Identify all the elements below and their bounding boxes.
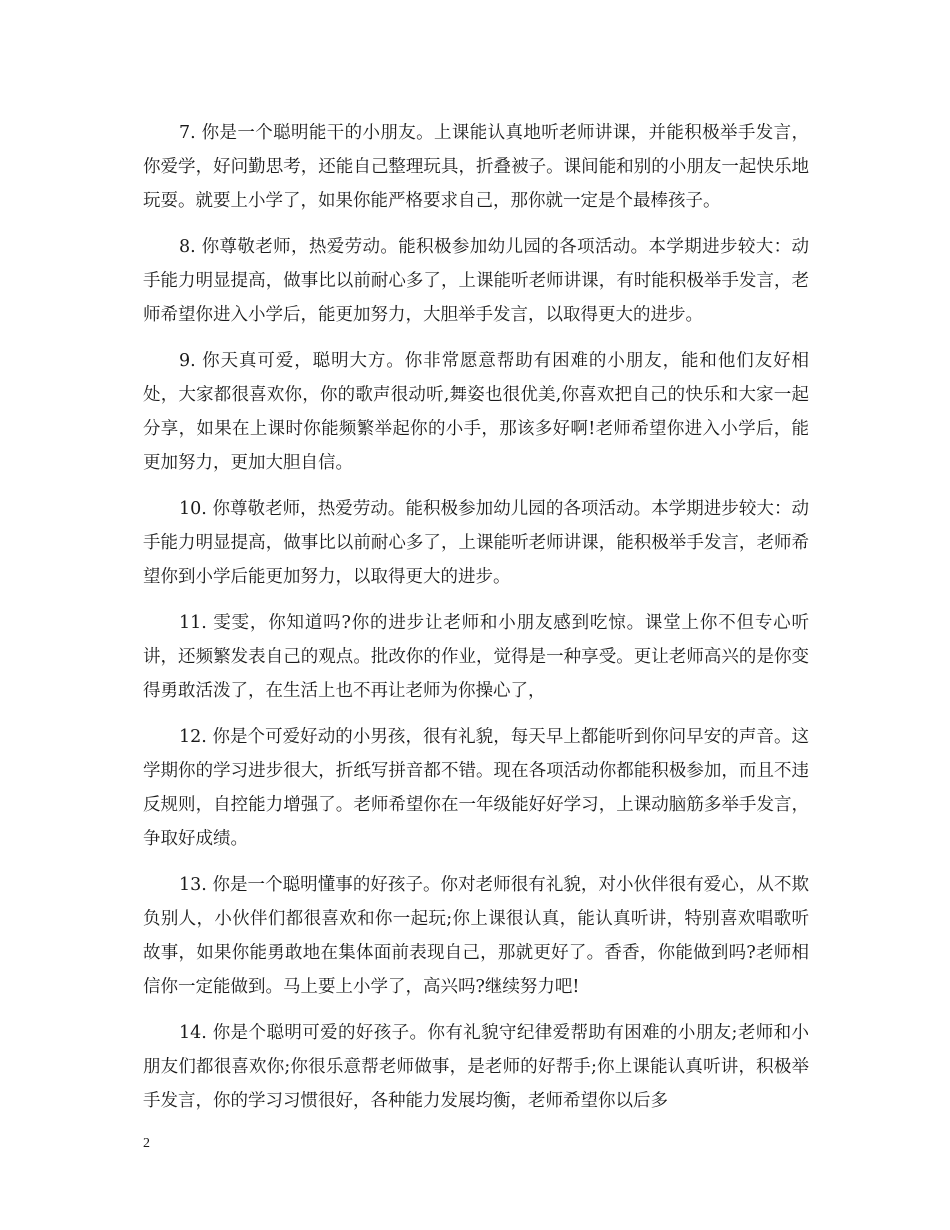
- paragraph-7: 7. 你是一个聪明能干的小朋友。上课能认真地听老师讲课，并能积极举手发言，你爱学，好问勤思考，还能自己整理玩具，折叠被子。课间能和别的小朋友一起快乐地玩耍。就要上小学了，如果你能严格要求自己，那你就一定是个最棒孩子。: [143, 123, 809, 211]
- paragraph-8: 8. 你尊敬老师，热爱劳动。能积极参加幼儿园的各项活动。本学期进步较大：动手能力明显提高，做事比以前耐心多了，上课能听老师讲课，有时能积极举手发言，老师希望你进入小学后，能更加努力，大胆举手发言，以取得更大的进步。: [143, 237, 809, 325]
- paragraph-12: 12. 你是个可爱好动的小男孩，很有礼貌，每天早上都能听到你问早安的声音。这学期你的学习进步很大，折纸写拼音都不错。现在各项活动你都能积极参加，而且不违反规则，自控能力增强了。老师希望你在一年级能好好学习，上课动脑筋多举手发言，争取好成绩。: [143, 727, 809, 849]
- paragraph-9: 9. 你天真可爱，聪明大方。你非常愿意帮助有困难的小朋友，能和他们友好相处，大家都很喜欢你，你的歌声很动听,舞姿也很优美,你喜欢把自己的快乐和大家一起分享，如果在上课时你能频繁举起你的小手，那该多好啊!老师希望你进入小学后，能更加努力，更加大胆自信。: [143, 351, 809, 473]
- page-number: 2: [143, 1136, 150, 1151]
- paragraph-14: 14. 你是个聪明可爱的好孩子。你有礼貌守纪律爱帮助有困难的小朋友;老师和小朋友们都很喜欢你;你很乐意帮老师做事，是老师的好帮手;你上课能认真听讲，积极举手发言，你的学习习惯很好，各种能力发展均衡，老师希望你以后多: [143, 1023, 809, 1111]
- paragraph-13: 13. 你是一个聪明懂事的好孩子。你对老师很有礼貌，对小伙伴很有爱心，从不欺负别人，小伙伴们都很喜欢和你一起玩;你上课很认真，能认真听讲，特别喜欢唱歌听故事，如果你能勇敢地在集体面前表现自己，那就更好了。香香，你能做到吗?老师相信你一定能做到。马上要上小学了，高兴吗?继续努力吧!: [143, 875, 809, 997]
- paragraph-10: 10. 你尊敬老师，热爱劳动。能积极参加幼儿园的各项活动。本学期进步较大：动手能力明显提高，做事比以前耐心多了，上课能听老师讲课，能积极举手发言，老师希望你到小学后能更加努力，以取得更大的进步。: [143, 499, 809, 587]
- document-body: [143, 116, 809, 1130]
- paragraph-11: 11. 雯雯，你知道吗?你的进步让老师和小朋友感到吃惊。课堂上你不但专心听讲，还频繁发表自己的观点。批改你的作业，觉得是一种享受。更让老师高兴的是你变得勇敢活泼了，在生活上也不再让老师为你操心了，: [143, 613, 809, 701]
